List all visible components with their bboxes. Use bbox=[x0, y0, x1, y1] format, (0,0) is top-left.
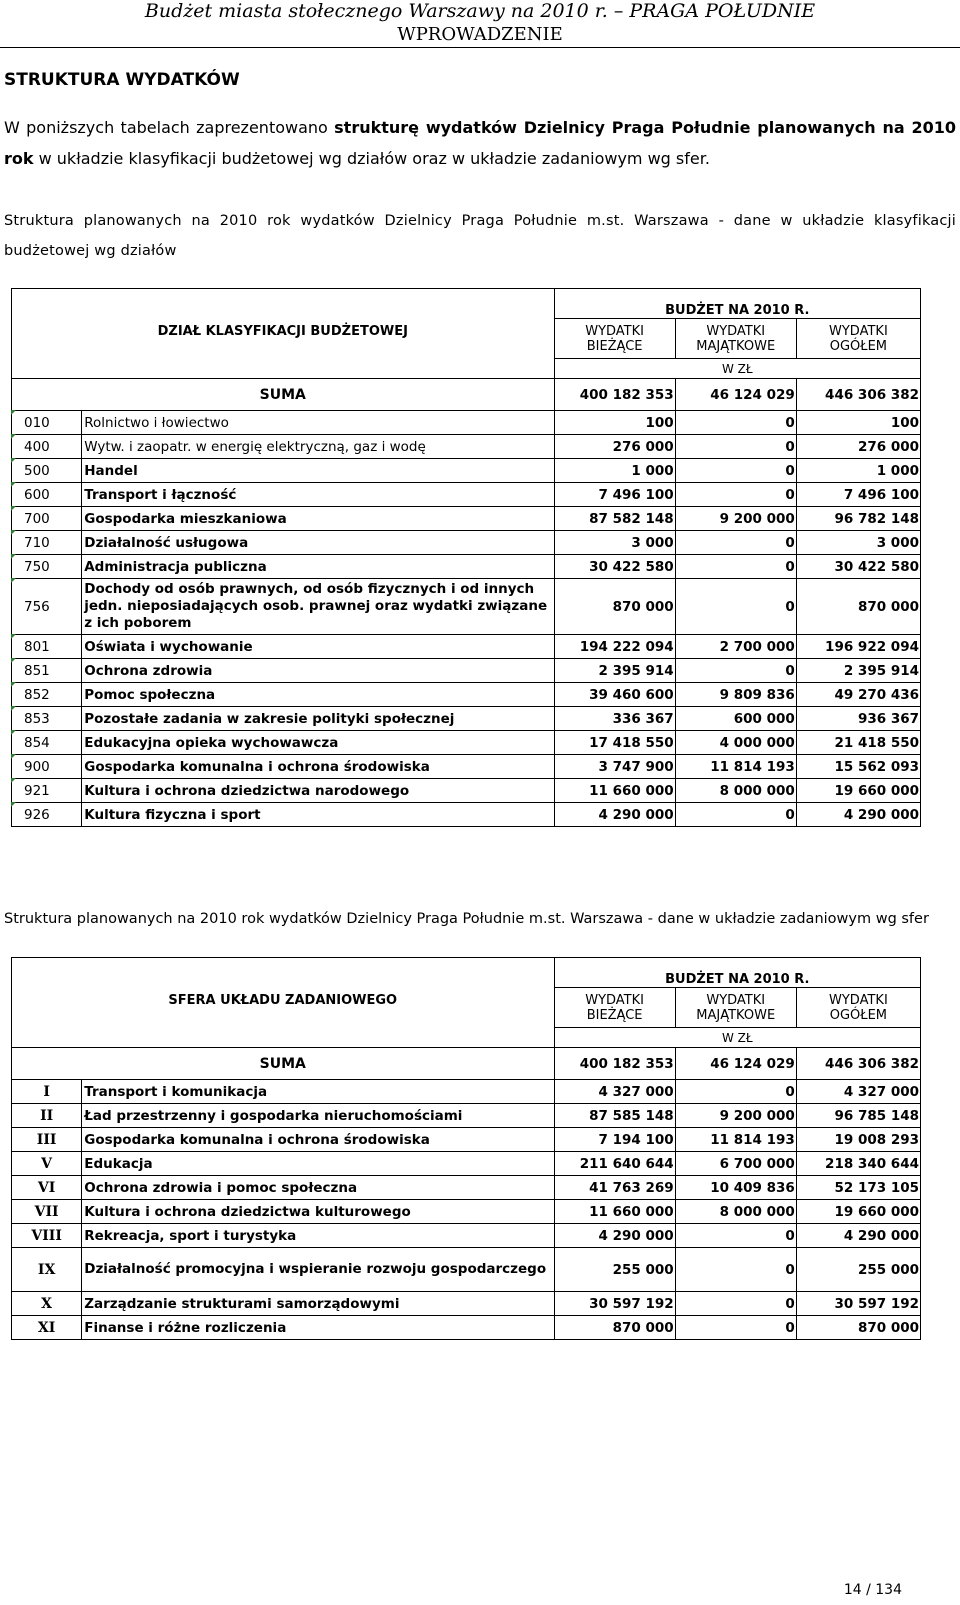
row-code: X bbox=[12, 1292, 82, 1316]
row-ogolem: 4 290 000 bbox=[796, 1224, 920, 1248]
table-row bbox=[12, 707, 921, 731]
table-row bbox=[12, 411, 921, 435]
row-ogolem: 19 008 293 bbox=[796, 1128, 920, 1152]
table-row bbox=[12, 507, 921, 531]
intro-bold-text: strukturę wydatków Dzielnicy Praga Południe planowanych na 2010 rok bbox=[4, 118, 956, 168]
row-biezace: 3 000 bbox=[554, 531, 675, 555]
table-row bbox=[12, 1152, 921, 1176]
row-biezace: 30 422 580 bbox=[554, 555, 675, 579]
row-label: Ochrona zdrowia i pomoc społeczna bbox=[82, 1176, 554, 1200]
table-row bbox=[12, 579, 921, 635]
row-majatkowe: 4 000 000 bbox=[675, 731, 796, 755]
row-code: II bbox=[12, 1104, 82, 1128]
row-code: XI bbox=[12, 1316, 82, 1340]
row-majatkowe: 0 bbox=[675, 579, 796, 635]
row-label: Działalność promocyjna i wspieranie rozwoju gospodarczego bbox=[82, 1248, 554, 1292]
row-ogolem: 96 785 148 bbox=[796, 1104, 920, 1128]
header-rule bbox=[0, 47, 960, 48]
table2-col-ogolem: WYDATKI OGÓŁEM bbox=[796, 988, 920, 1028]
table-row bbox=[12, 1176, 921, 1200]
row-code: 750 bbox=[12, 555, 82, 579]
row-code: I bbox=[12, 1080, 82, 1104]
row-ogolem: 3 000 bbox=[796, 531, 920, 555]
row-biezace: 7 194 100 bbox=[554, 1128, 675, 1152]
row-ogolem: 30 422 580 bbox=[796, 555, 920, 579]
row-ogolem: 52 173 105 bbox=[796, 1176, 920, 1200]
table-row bbox=[12, 779, 921, 803]
table2-budget-header: BUDŻET NA 2010 R. bbox=[554, 958, 920, 988]
row-biezace: 41 763 269 bbox=[554, 1176, 675, 1200]
row-majatkowe: 0 bbox=[675, 411, 796, 435]
table-row bbox=[12, 483, 921, 507]
row-majatkowe: 9 200 000 bbox=[675, 507, 796, 531]
row-majatkowe: 9 809 836 bbox=[675, 683, 796, 707]
row-label: Dochody od osób prawnych, od osób fizycznych i od innych jedn. nieposiadających osob. prawnej oraz wydatki związane z ich poborem bbox=[82, 579, 554, 635]
table2-sum-ogolem: 446 306 382 bbox=[796, 1048, 920, 1080]
row-code: VI bbox=[12, 1176, 82, 1200]
row-biezace: 211 640 644 bbox=[554, 1152, 675, 1176]
row-ogolem: 1 000 bbox=[796, 459, 920, 483]
row-label: Gospodarka komunalna i ochrona środowiska bbox=[82, 755, 554, 779]
row-majatkowe: 0 bbox=[675, 1292, 796, 1316]
row-code: 853 bbox=[12, 707, 82, 731]
document-header-title: Budżet miasta stołecznego Warszawy na 2010 r. – PRAGA POŁUDNIE bbox=[144, 0, 816, 22]
row-majatkowe: 8 000 000 bbox=[675, 779, 796, 803]
row-label: Zarządzanie strukturami samorządowymi bbox=[82, 1292, 554, 1316]
row-majatkowe: 0 bbox=[675, 459, 796, 483]
row-code: 852 bbox=[12, 683, 82, 707]
row-label: Działalność usługowa bbox=[82, 531, 554, 555]
row-code: 756 bbox=[12, 579, 82, 635]
row-majatkowe: 8 000 000 bbox=[675, 1200, 796, 1224]
row-code: VII bbox=[12, 1200, 82, 1224]
row-ogolem: 7 496 100 bbox=[796, 483, 920, 507]
row-biezace: 3 747 900 bbox=[554, 755, 675, 779]
table2-sum-majatkowe: 46 124 029 bbox=[675, 1048, 796, 1080]
row-biezace: 11 660 000 bbox=[554, 779, 675, 803]
table-row bbox=[12, 1080, 921, 1104]
row-biezace: 11 660 000 bbox=[554, 1200, 675, 1224]
row-ogolem: 19 660 000 bbox=[796, 1200, 920, 1224]
table-row bbox=[12, 459, 921, 483]
row-biezace: 336 367 bbox=[554, 707, 675, 731]
row-label: Transport i komunikacja bbox=[82, 1080, 554, 1104]
table1-sum-majatkowe: 46 124 029 bbox=[675, 379, 796, 411]
row-biezace: 1 000 bbox=[554, 459, 675, 483]
row-biezace: 100 bbox=[554, 411, 675, 435]
intro-paragraph bbox=[4, 112, 956, 174]
table1-sum-biezace: 400 182 353 bbox=[554, 379, 675, 411]
table-row bbox=[12, 1128, 921, 1152]
row-code: III bbox=[12, 1128, 82, 1152]
row-label: Kultura i ochrona dziedzictwa kulturowego bbox=[82, 1200, 554, 1224]
row-label: Ład przestrzenny i gospodarka nieruchomościami bbox=[82, 1104, 554, 1128]
row-code: 801 bbox=[12, 635, 82, 659]
row-ogolem: 936 367 bbox=[796, 707, 920, 731]
row-biezace: 870 000 bbox=[554, 1316, 675, 1340]
row-biezace: 2 395 914 bbox=[554, 659, 675, 683]
row-label: Kultura i ochrona dziedzictwa narodowego bbox=[82, 779, 554, 803]
row-majatkowe: 9 200 000 bbox=[675, 1104, 796, 1128]
row-code: 921 bbox=[12, 779, 82, 803]
table1-col-biezace: WYDATKI BIEŻĄCE bbox=[554, 319, 675, 359]
table-row bbox=[12, 1104, 921, 1128]
row-majatkowe: 0 bbox=[675, 803, 796, 827]
row-ogolem: 100 bbox=[796, 411, 920, 435]
row-code: VIII bbox=[12, 1224, 82, 1248]
table1-sum-ogolem: 446 306 382 bbox=[796, 379, 920, 411]
row-biezace: 255 000 bbox=[554, 1248, 675, 1292]
row-label: Pomoc społeczna bbox=[82, 683, 554, 707]
row-ogolem: 255 000 bbox=[796, 1248, 920, 1292]
row-biezace: 4 290 000 bbox=[554, 803, 675, 827]
row-label: Gospodarka komunalna i ochrona środowiska bbox=[82, 1128, 554, 1152]
row-ogolem: 4 290 000 bbox=[796, 803, 920, 827]
row-ogolem: 870 000 bbox=[796, 1316, 920, 1340]
row-ogolem: 870 000 bbox=[796, 579, 920, 635]
row-label: Administracja publiczna bbox=[82, 555, 554, 579]
row-ogolem: 218 340 644 bbox=[796, 1152, 920, 1176]
table-row bbox=[12, 1200, 921, 1224]
row-majatkowe: 0 bbox=[675, 483, 796, 507]
row-biezace: 39 460 600 bbox=[554, 683, 675, 707]
row-label: Transport i łączność bbox=[82, 483, 554, 507]
row-majatkowe: 0 bbox=[675, 555, 796, 579]
row-code: 010 bbox=[12, 411, 82, 435]
row-ogolem: 196 922 094 bbox=[796, 635, 920, 659]
row-label: Handel bbox=[82, 459, 554, 483]
row-ogolem: 4 327 000 bbox=[796, 1080, 920, 1104]
intro-text-1: W poniższych tabelach zaprezentowano bbox=[4, 118, 335, 137]
row-majatkowe: 600 000 bbox=[675, 707, 796, 731]
row-biezace: 87 582 148 bbox=[554, 507, 675, 531]
table-budget-classification bbox=[11, 288, 921, 827]
row-label: Edukacja bbox=[82, 1152, 554, 1176]
table-row bbox=[12, 755, 921, 779]
row-label: Gospodarka mieszkaniowa bbox=[82, 507, 554, 531]
row-majatkowe: 0 bbox=[675, 659, 796, 683]
row-ogolem: 30 597 192 bbox=[796, 1292, 920, 1316]
page-number: 14 / 134 bbox=[843, 1582, 902, 1598]
table-row bbox=[12, 635, 921, 659]
row-code: 851 bbox=[12, 659, 82, 683]
document-header-subtitle: WPROWADZENIE bbox=[397, 24, 563, 45]
table-row bbox=[12, 1224, 921, 1248]
row-code: V bbox=[12, 1152, 82, 1176]
row-biezace: 4 327 000 bbox=[554, 1080, 675, 1104]
table-row bbox=[12, 803, 921, 827]
table2-unit: W ZŁ bbox=[554, 1028, 920, 1048]
row-label: Finanse i różne rozliczenia bbox=[82, 1316, 554, 1340]
table1-caption: Struktura planowanych na 2010 rok wydatków Dzielnicy Praga Południe m.st. Warszawa - dane w układzie klasyfikacji budżetowej wg działów bbox=[4, 213, 956, 259]
row-label: Ochrona zdrowia bbox=[82, 659, 554, 683]
row-biezace: 870 000 bbox=[554, 579, 675, 635]
row-majatkowe: 0 bbox=[675, 1248, 796, 1292]
row-biezace: 17 418 550 bbox=[554, 731, 675, 755]
row-code: 500 bbox=[12, 459, 82, 483]
row-code: 854 bbox=[12, 731, 82, 755]
row-label: Rekreacja, sport i turystyka bbox=[82, 1224, 554, 1248]
row-biezace: 87 585 148 bbox=[554, 1104, 675, 1128]
table-row bbox=[12, 531, 921, 555]
row-majatkowe: 0 bbox=[675, 1316, 796, 1340]
table-row bbox=[12, 555, 921, 579]
row-code: 600 bbox=[12, 483, 82, 507]
row-biezace: 194 222 094 bbox=[554, 635, 675, 659]
row-majatkowe: 11 814 193 bbox=[675, 755, 796, 779]
row-code: 400 bbox=[12, 435, 82, 459]
row-majatkowe: 11 814 193 bbox=[675, 1128, 796, 1152]
row-code: 926 bbox=[12, 803, 82, 827]
row-code: 900 bbox=[12, 755, 82, 779]
row-code: 700 bbox=[12, 507, 82, 531]
table-row bbox=[12, 1316, 921, 1340]
table2-sum-label: SUMA bbox=[12, 1048, 555, 1080]
table-row bbox=[12, 731, 921, 755]
row-ogolem: 49 270 436 bbox=[796, 683, 920, 707]
row-label: Pozostałe zadania w zakresie polityki społecznej bbox=[82, 707, 554, 731]
table-row bbox=[12, 1292, 921, 1316]
row-majatkowe: 0 bbox=[675, 531, 796, 555]
table2-head-label: SFERA UKŁADU ZADANIOWEGO bbox=[12, 958, 555, 1048]
table2-caption: Struktura planowanych na 2010 rok wydatków Dzielnicy Praga Południe m.st. Warszawa - dane w układzie zadaniowym wg sfer bbox=[4, 911, 929, 927]
row-label: Edukacyjna opieka wychowawcza bbox=[82, 731, 554, 755]
table-row bbox=[12, 435, 921, 459]
row-ogolem: 21 418 550 bbox=[796, 731, 920, 755]
row-majatkowe: 0 bbox=[675, 435, 796, 459]
row-biezace: 4 290 000 bbox=[554, 1224, 675, 1248]
table1-unit: W ZŁ bbox=[554, 359, 920, 379]
row-majatkowe: 10 409 836 bbox=[675, 1176, 796, 1200]
table1-sum-label: SUMA bbox=[12, 379, 555, 411]
section-heading: STRUKTURA WYDATKÓW bbox=[4, 70, 240, 90]
row-majatkowe: 2 700 000 bbox=[675, 635, 796, 659]
table1-col-ogolem: WYDATKI OGÓŁEM bbox=[796, 319, 920, 359]
row-code: 710 bbox=[12, 531, 82, 555]
intro-text-2: w układzie klasyfikacji budżetowej wg działów oraz w układzie zadaniowym wg sfer. bbox=[33, 149, 710, 168]
row-ogolem: 15 562 093 bbox=[796, 755, 920, 779]
table2-col-majatkowe: WYDATKI MAJĄTKOWE bbox=[675, 988, 796, 1028]
row-code: IX bbox=[12, 1248, 82, 1292]
row-ogolem: 19 660 000 bbox=[796, 779, 920, 803]
row-ogolem: 276 000 bbox=[796, 435, 920, 459]
table-row bbox=[12, 683, 921, 707]
row-biezace: 7 496 100 bbox=[554, 483, 675, 507]
table2-col-biezace: WYDATKI BIEŻĄCE bbox=[554, 988, 675, 1028]
row-majatkowe: 0 bbox=[675, 1224, 796, 1248]
table1-budget-header: BUDŻET NA 2010 R. bbox=[554, 289, 920, 319]
row-ogolem: 2 395 914 bbox=[796, 659, 920, 683]
row-label: Wytw. i zaopatr. w energię elektryczną, gaz i wodę bbox=[82, 435, 554, 459]
table2-sum-biezace: 400 182 353 bbox=[554, 1048, 675, 1080]
row-biezace: 30 597 192 bbox=[554, 1292, 675, 1316]
table1-head-label: DZIAŁ KLASYFIKACJI BUDŻETOWEJ bbox=[12, 289, 555, 379]
row-label: Oświata i wychowanie bbox=[82, 635, 554, 659]
table-task-spheres bbox=[11, 957, 921, 1340]
row-ogolem: 96 782 148 bbox=[796, 507, 920, 531]
row-label: Kultura fizyczna i sport bbox=[82, 803, 554, 827]
table-row bbox=[12, 659, 921, 683]
row-label: Rolnictwo i łowiectwo bbox=[82, 411, 554, 435]
table-row bbox=[12, 1248, 921, 1292]
row-majatkowe: 0 bbox=[675, 1080, 796, 1104]
row-biezace: 276 000 bbox=[554, 435, 675, 459]
row-majatkowe: 6 700 000 bbox=[675, 1152, 796, 1176]
table1-col-majatkowe: WYDATKI MAJĄTKOWE bbox=[675, 319, 796, 359]
